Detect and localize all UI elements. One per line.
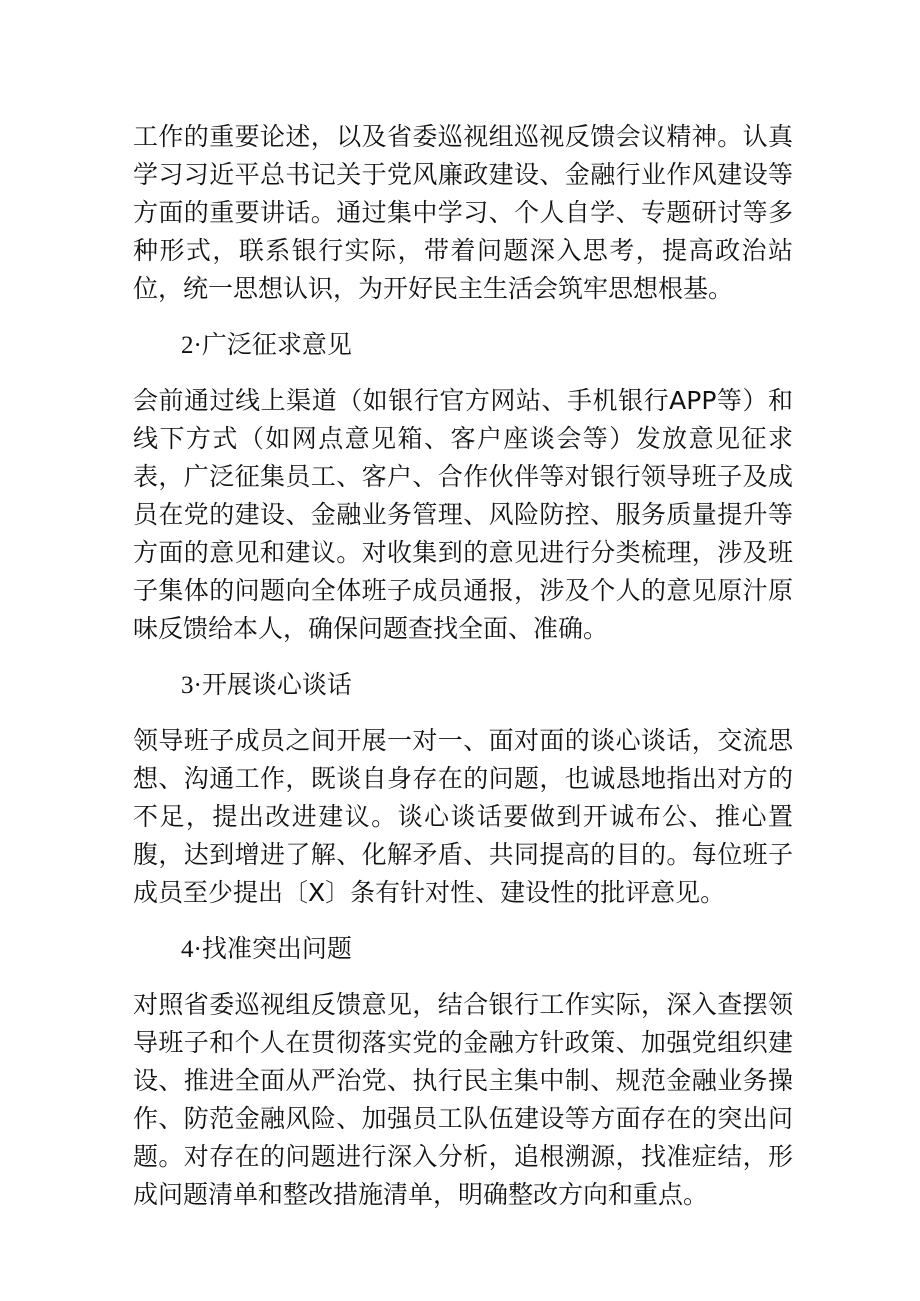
- section-body-2: 会前通过线上渠道（如银行官方网站、手机银行APP等）和线下方式（如网点意见箱、客户座谈会等）发放意见征求表，广泛征集员工、客户、合作伙伴等对银行领导班子及成员在党的建设、金融业务管理、风险防控、服务质量提升等方面的意见和建议。对收集到的意见进行分类梳理，涉及班子集体的问题向全体班子成员通报，涉及个人的意见原汁原味反馈给本人，确保问题查找全面、准确。: [133, 386, 793, 643]
- section-number: 2·: [181, 332, 202, 359]
- section-heading-4: [133, 930, 793, 969]
- intro-paragraph: 工作的重要论述，以及省委巡视组巡视反馈会议精神。认真学习习近平总书记关于党风廉政建设、金融行业作风建设等方面的重要讲话。通过集中学习、个人自学、专题研讨等多种形式，联系银行实际，带着问题深入思考，提高政治站位，统一思想认识，为开好民主生活会筑牢思想根基。: [133, 122, 793, 303]
- section-body-4: 对照省委巡视组反馈意见，结合银行工作实际，深入查摆领导班子和个人在贯彻落实党的金融方针政策、加强党组织建设、推进全面从严治党、执行民主集中制、规范金融业务操作、防范金融风险、加强员工队伍建设等方面存在的突出问题。对存在的问题进行深入分析，追根溯源，找准症结，形成问题清单和整改措施清单，明确整改方向和重点。: [133, 990, 793, 1209]
- section-heading-2: [133, 326, 793, 365]
- section-title: 开展谈心谈话: [201, 670, 352, 699]
- section-body-3: 领导班子成员之间开展一对一、面对面的谈心谈话，交流思想、沟通工作，既谈自身存在的问题，也诚恳地指出对方的不足，提出改进建议。谈心谈话要做到开诚布公、推心置腹，达到增进了解、化解矛盾、共同提高的目的。每位班子成员至少提出〔X〕条有针对性、建设性的批评意见。: [133, 726, 793, 907]
- section-number: 3·: [181, 672, 202, 699]
- section-title: 找准突出问题: [201, 934, 352, 963]
- section-heading-3: [133, 666, 793, 705]
- section-title: 广泛征求意见: [201, 330, 352, 359]
- document-content: [133, 118, 793, 1214]
- section-number: 4·: [181, 936, 202, 963]
